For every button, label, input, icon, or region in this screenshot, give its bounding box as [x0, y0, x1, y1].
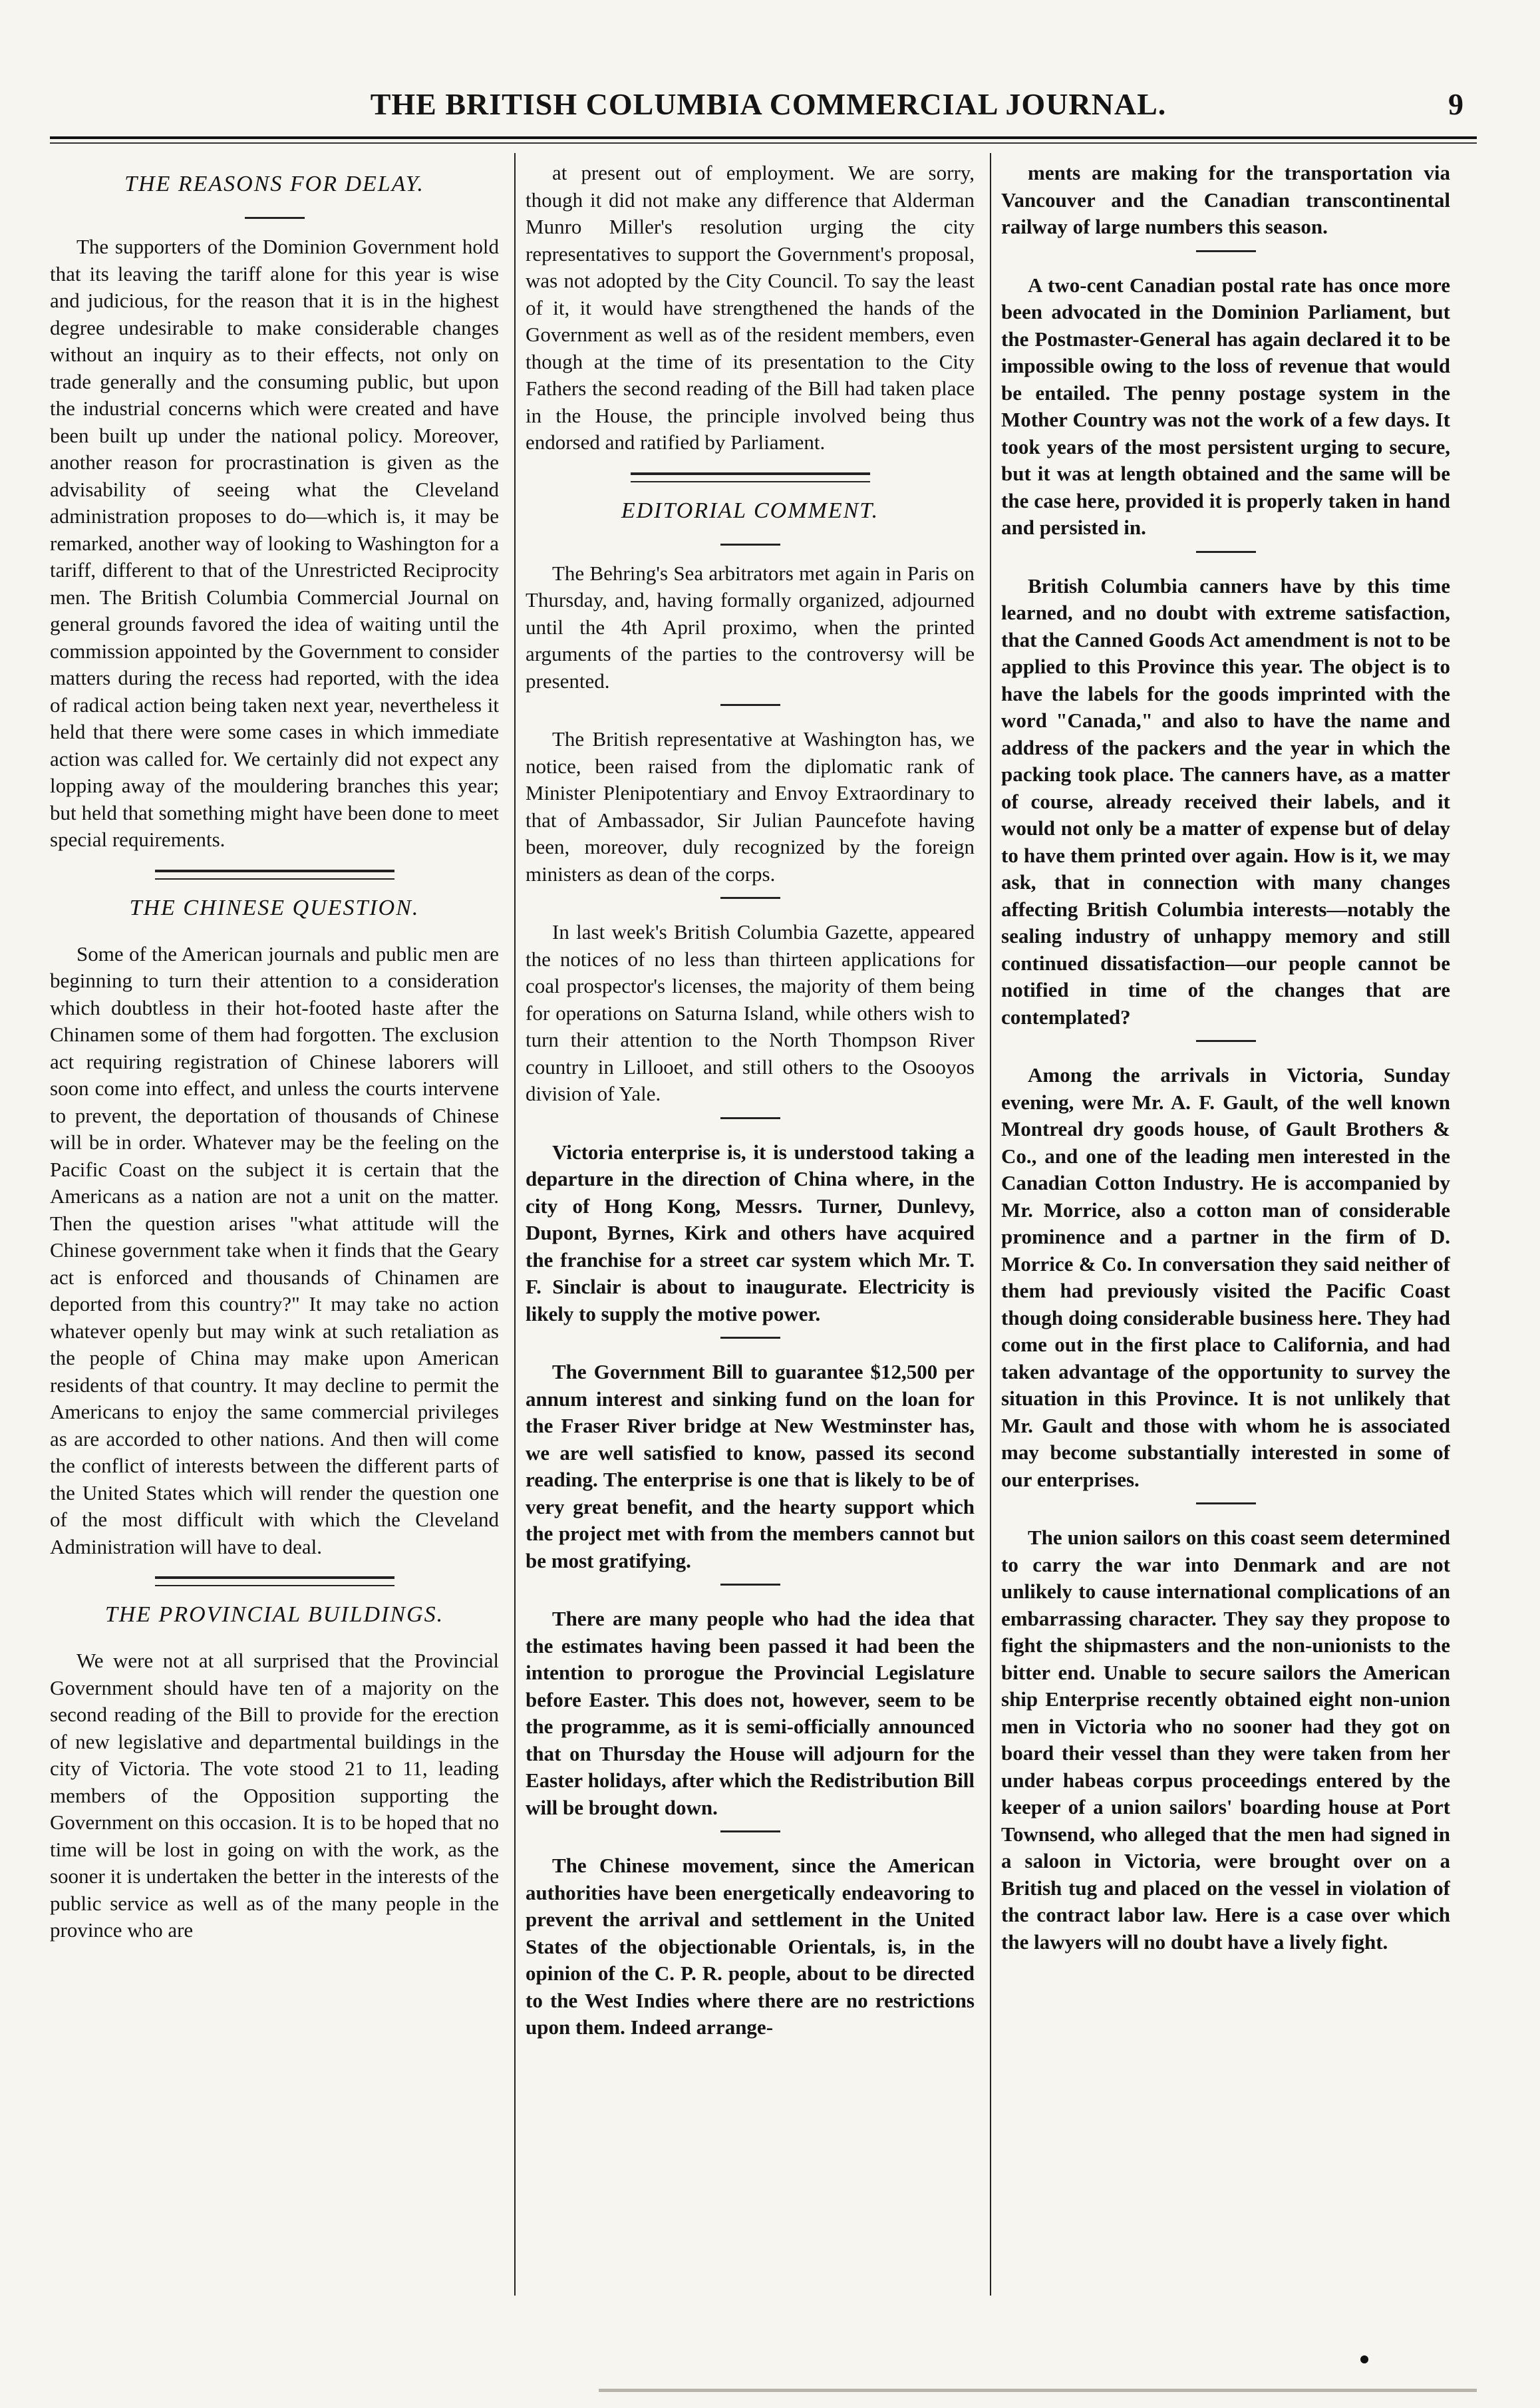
- item-coal-licenses: In last week's British Columbia Gazette, appeared the notices of no less than thirteen applications for coal prospector's licenses, the majority of them being for operations on Saturna Island, while others wish to turn their attention to the North Thompson River country in Lillooet, and still others to the Osooyos division of Yale.: [526, 920, 975, 1105]
- item-provincial-legislature: There are many people who had the idea that the estimates having been passed it had been the intention to prorogue the Provincial Legislature before Easter. This does not, however, seem to be the programme, as it is semi-officially announced that on Thursday the House will adjourn for the Easter holidays, after which the Redistribution Bill will be brought down.: [526, 1607, 975, 1819]
- item-union-sailors: The union sailors on this coast seem determined to carry the war into Denmark and are not unlikely to cause international complications of an embarrassing character. They say they propose to fight the shipmasters and the non-unionists to the bitter end. Unable to secure sailors the American ship Enterprise recently obtained eight non-union men in Victoria who no sooner had they got on board their vessel than they were taken from her under habeas corpus proceedings entered by the keeper of a union sailors' boarding house at Port Townsend, who alleged that the men had signed in a saloon in Victoria, were brought over on a British tug and placed on the vessel in violation of the contract labor law. Here is a case over which the lawyers will no doubt have a lively fight.: [1001, 1526, 1450, 1954]
- article-reasons-for-delay: The supporters of the Dominion Government hold that its leaving the tariff alone for this year is wise and judicious, for the reason that it is in the highest degree undesirable to make considerable changes without an inquiry as to their effects, not only on trade generally and the consuming public, but upon the industrial concerns which were created and have been built up under the national policy. Moreover, another reason for procrastination is given as the advisability of seeing what the Cleveland administration proposes to do—which is, it may be remarked, another way of looking to Washington for a tariff, different to that of the Unrestricted Reciprocity men. The British Columbia Commercial Journal on general grounds favored the idea of waiting until the commission appointed by the Government to consider matters during the recess had reported, with the idea of radical action being taken next year, nevertheless it held that there were some cases in which immediate action was called for. We certainly did not expect any lopping away of the mouldering branches this year; but held that something might have been done to meet special requirements.: [50, 235, 499, 851]
- ink-dot: [1360, 2355, 1368, 2363]
- item-arrivals-victoria: Among the arrivals in Victoria, Sunday evening, were Mr. A. F. Gault, of the well known Montreal dry goods house, of Gault Brothers & Co., and one of the leading men interested in the Canadian Cotton Industry. He is accompanied by Mr. Morrice, also a cotton man of considerable prominence and a partner in the firm of D. Morrice & Co. In conversation they said neither of them had previously visited the Pacific Coast though doing considerable business here. They had come out in the first place to California, and had taken advantage of the opportunity to survey the situation in this Province. It is not unlikely that Mr. Gault and those with whom he is associated may become substantially interested in some of our enterprises.: [1001, 1063, 1450, 1491]
- column-1: [50, 160, 499, 2289]
- page-columns: [50, 153, 1477, 2296]
- short-rule: [720, 544, 780, 546]
- article-continued: at present out of employment. We are sorry, though it did not make any difference that Alderman Munro Miller's resolution urging the city representatives to support the Government's proposal, was not adopted by the City Council. To say the least of it, it would have strengthened the hands of the Government as well as of the resident members, even though at the time of its presentation to the City Fathers the second reading of the Bill had taken place in the House, the principle involved being thus endorsed and ratified by Parliament.: [526, 161, 975, 454]
- heading-chinese-question: THE CHINESE QUESTION.: [129, 895, 420, 920]
- item-postal-rate: A two-cent Canadian postal rate has once more been advocated in the Dominion Parliament, but the Postmaster-General has again declared it to be impossible owing to the loss of revenue that would be entailed. The penny postage system in the Mother Country was not the work of a few days. It took years of the most persistent urging to secure, but it was at length obtained and the same will be the case here, provided it is properly taken in hand and persisted in.: [1001, 273, 1450, 539]
- short-rule: [1196, 250, 1256, 252]
- short-rule: [720, 1584, 780, 1586]
- short-rule: [720, 1830, 780, 1832]
- article-provincial-buildings: We were not at all surprised that the Provincial Government should have ten of a majority on the second reading of the Bill to provide for the erection of new legislative and departmental buildings in the city of Victoria. The vote stood 21 to 11, leading members of the Opposition supporting the Government on this occasion. It is to be hoped that no time will be lost in going on with the work, as the sooner it is undertaken the better in the interests of the public service as well as of the many people in the province who are: [50, 1649, 499, 1942]
- item-victoria-enterprise: Victoria enterprise is, it is understood taking a departure in the direction of China where, in the city of Hong Kong, Messrs. Turner, Dunlevy, Dupont, Byrnes, Kirk and others have acquired the franchise for a street car system which Mr. T. F. Sinclair is about to inaugurate. Electricity is likely to supply the motive power.: [526, 1140, 975, 1325]
- column-2: [526, 160, 975, 2289]
- newspaper-title: THE BRITISH COLUMBIA COMMERCIAL JOURNAL.: [370, 87, 1167, 121]
- double-rule: [155, 870, 394, 880]
- header-rule-thin: [50, 142, 1477, 144]
- item-canners: British Columbia canners have by this time learned, and no doubt with extreme satisfaction, that the Canned Goods Act amendment is not to be applied to this Province this year. The object is to have the labels for the goods imprinted with the word "Canada," and also to have the name and address of the packers and the year in which the packing took place. The canners have, as a matter of course, already received their labels, and it would not only be a matter of expense but of delay to have them printed over again. How is it, we may ask, that in connection with many changes affecting British Columbia interests—notably the sealing industry of unhappy memory and still continued dissatisfaction—our people cannot be notified in time of the changes that are contemplated?: [1001, 574, 1450, 1029]
- short-rule: [720, 1337, 780, 1339]
- bottom-edge-smudge: [599, 2389, 1477, 2392]
- item-behring-sea: The Behring's Sea arbitrators met again in Paris on Thursday, and, having formally organized, adjourned until the 4th April proximo, when the printed arguments of the parties to the controversy will be presented.: [526, 561, 975, 693]
- article-chinese-question: Some of the American journals and public men are beginning to turn their attention to a consideration which doubtless in their hot-footed haste after the Chinamen some of them had forgotten. The exclusion act requiring registration of Chinese laborers will soon come into effect, and unless the courts intervene to prevent, the deportation of thousands of Chinese will be in order. Whatever may be the feeling on the Pacific Coast on the subject it is certain that the Americans as a nation are not a unit on the matter. Then the question arises "what attitude will the Chinese government take when it finds that the Geary act is enforced and thousands of Chinamen are deported from this country?" It may take no action whatever openly but may wink at such retaliation as the people of China may make upon American residents of that country. It may decline to permit the Americans to enjoy the same commercial privileges as are accorded to other nations. And then will come the conflict of interests between the different parts of the United States which will render the question one of the most difficult with which the Cleveland Administration will have to deal.: [50, 942, 499, 1558]
- item-british-representative: The British representative at Washington has, we notice, been raised from the diplomatic rank of Minister Plenipotentiary and Envoy Extraordinary to that of Ambassador, Sir Julian Pauncefote having been, moreover, duly recognized by the foreign ministers as dean of the corps.: [526, 727, 975, 886]
- short-rule: [1196, 551, 1256, 553]
- column-divider: [990, 153, 991, 2296]
- short-rule: [245, 217, 305, 219]
- page-number: 9: [1448, 87, 1463, 121]
- item-continued: ments are making for the transportation via Vancouver and the Canadian transcontinental railway of large numbers this season.: [1001, 161, 1450, 238]
- double-rule: [631, 472, 870, 482]
- short-rule: [1196, 1502, 1256, 1504]
- short-rule: [720, 1117, 780, 1119]
- heading-reasons-for-delay: THE REASONS FOR DELAY.: [124, 172, 424, 196]
- heading-provincial-buildings: THE PROVINCIAL BUILDINGS.: [104, 1602, 444, 1627]
- short-rule: [720, 704, 780, 706]
- double-rule: [155, 1576, 394, 1586]
- header-rule: [50, 136, 1477, 139]
- heading-editorial-comment: EDITORIAL COMMENT.: [621, 498, 879, 523]
- column-divider: [514, 153, 516, 2296]
- masthead: [133, 73, 1463, 126]
- column-3: [1001, 160, 1450, 2289]
- short-rule: [720, 897, 780, 899]
- item-fraser-river-bridge: The Government Bill to guarantee $12,500 per annum interest and sinking fund on the loan for the Fraser River bridge at New Westminster has, we are well satisfied to know, passed its second reading. The enterprise is one that is likely to be of very great benefit, and the hearty support which the project met with from the members cannot but be most gratifying.: [526, 1360, 975, 1572]
- short-rule: [1196, 1040, 1256, 1042]
- item-chinese-movement: The Chinese movement, since the American authorities have been energetically endeavoring to prevent the arrival and settlement in the United States of the objectionable Orientals, is, in the opinion of the C. P. R. people, about to be directed to the West Indies where there are no restrictions upon them. Indeed arrange-: [526, 1854, 975, 2039]
